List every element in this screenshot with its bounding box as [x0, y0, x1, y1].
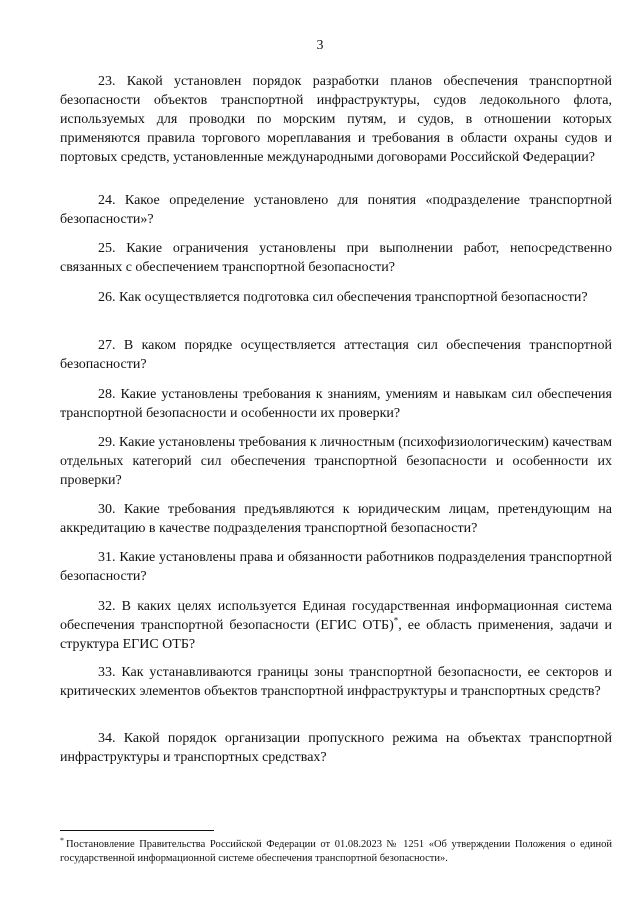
- question-26: 26. Как осуществляется подготовка сил обеспечения транспортной безопасности?: [98, 290, 588, 305]
- question-24: 24. Какое определение установлено для понятия «подразделение транспортной безопасности»?: [60, 193, 612, 227]
- question-32-text: 32. В каких целях используется Единая государственная информационная система обеспечения транспортной безопасности (ЕГИС ОТБ): [60, 599, 612, 633]
- question-32-text-end: , ее область применения, задачи и структура ЕГИС ОТБ?: [60, 618, 612, 652]
- question-23: 23. Какой установлен порядок разработки планов обеспечения транспортной безопасности объектов транспортной инфраструктуры, судов ледокольного флота, используемых для проводки по морским путям, и судов, в отношении которых применяются правила торгового мореплавания и требования в области охраны судов и портовых средств, установленные международными договорами Российской Федерации?: [60, 74, 612, 165]
- question-28: 28. Какие установлены требования к знаниям, умениям и навыкам сил обеспечения транспортной безопасности и особенности их проверки?: [60, 387, 612, 421]
- footnote-mark: *: [60, 835, 64, 845]
- footnote-text: Постановление Правительства Российской Федерации от 01.08.2023 № 1251 «Об утверждении Положения о единой государственной информационной системе обеспечения транспортной безопасности».: [60, 839, 612, 864]
- footnote-divider: [60, 830, 214, 831]
- question-32: [60, 597, 612, 654]
- question-30: 30. Какие требования предъявляются к юридическим лицам, претендующим на аккредитацию в качестве подразделения транспортной безопасности?: [60, 502, 612, 536]
- question-27: 27. В каком порядке осуществляется аттестация сил обеспечения транспортной безопасности?: [60, 338, 612, 372]
- footnote-reference: *: [393, 615, 399, 626]
- question-31: 31. Какие установлены права и обязанности работников подразделения транспортной безопасности?: [60, 550, 612, 584]
- question-25: 25. Какие ограничения установлены при выполнении работ, непосредственно связанных с обеспечением транспортной безопасности?: [60, 241, 612, 275]
- question-29: 29. Какие установлены требования к личностным (психофизиологическим) качествам отдельных категорий сил обеспечения транспортной безопасности и особенности их проверки?: [60, 435, 612, 488]
- question-33: 33. Как устанавливаются границы зоны транспортной безопасности, ее секторов и критических элементов объектов транспортной инфраструктуры и транспортных средств?: [60, 665, 612, 699]
- page-number: 3: [316, 38, 324, 53]
- question-34: 34. Какой порядок организации пропускного режима на объектах транспортной инфраструктуры и транспортных средствах?: [60, 731, 612, 765]
- footnote: [60, 835, 612, 866]
